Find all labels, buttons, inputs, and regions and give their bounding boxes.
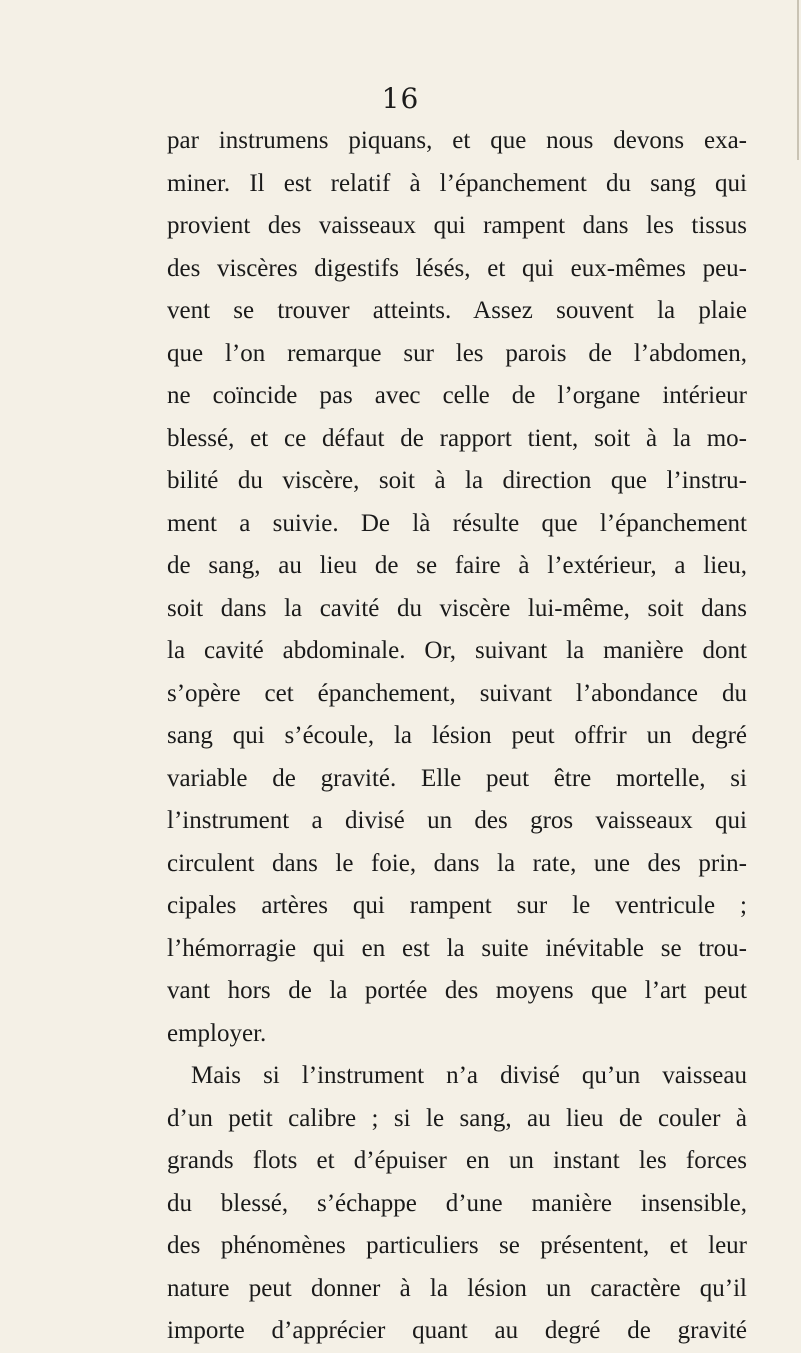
- text-line: des phénomènes particuliers se présentent, et leur: [167, 1232, 747, 1259]
- text-line: importe d’apprécier quant au degré de gravité: [167, 1317, 747, 1344]
- page-edge-shadow: [797, 0, 799, 160]
- text-line: de sang, au lieu de se faire à l’extérieur, a lieu,: [167, 552, 747, 579]
- text-line: cipales artères qui rampent sur le ventricule ;: [167, 892, 747, 919]
- text-line: Mais si l’instrument n’a divisé qu’un vaisseau: [191, 1062, 747, 1089]
- text-line: vant hors de la portée des moyens que l’art peut: [167, 977, 747, 1004]
- text-line: variable de gravité. Elle peut être mortelle, si: [167, 764, 747, 792]
- text-line: soit dans la cavité du viscère lui-même, soit dans: [167, 594, 747, 622]
- text-line: la cavité abdominale. Or, suivant la manière dont: [167, 637, 747, 664]
- text-line: l’hémorragie qui en est la suite inévitable se trou-: [167, 934, 747, 962]
- text-line: ment a suivie. De là résulte que l’épanchement: [167, 509, 747, 537]
- text-line: des viscères digestifs lésés, et qui eux-mêmes peu-: [167, 254, 747, 282]
- text-line: l’instrument a divisé un des gros vaisseaux qui: [167, 807, 747, 834]
- page-number: 16: [381, 82, 420, 115]
- text-line: miner. Il est relatif à l’épanchement du sang qui: [167, 169, 747, 197]
- text-line: que l’on remarque sur les parois de l’abdomen,: [167, 339, 747, 367]
- text-line: nature peut donner à la lésion un caractère qu’il: [167, 1274, 747, 1302]
- text-line: circulent dans le foie, dans la rate, une des prin-: [167, 849, 747, 877]
- text-line: ne coïncide pas avec celle de l’organe intérieur: [167, 382, 747, 409]
- text-line: d’un petit calibre ; si le sang, au lieu de couler à: [167, 1104, 747, 1132]
- text-line: par instrumens piquans, et que nous devons exa-: [167, 127, 747, 154]
- body-text: [167, 120, 747, 1353]
- text-line: employer.: [167, 1019, 267, 1047]
- text-line: s’opère cet épanchement, suivant l’abondance du: [167, 679, 747, 707]
- text-line: bilité du viscère, soit à la direction que l’instru-: [167, 467, 747, 494]
- text-line: provient des vaisseaux qui rampent dans les tissus: [167, 212, 747, 239]
- text-line: grands flots et d’épuiser en un instant les forces: [167, 1147, 747, 1174]
- text-line: sang qui s’écoule, la lésion peut offrir un degré: [167, 722, 747, 749]
- text-line: vent se trouver atteints. Assez souvent la plaie: [167, 297, 747, 324]
- text-line: du blessé, s’échappe d’une manière insensible,: [167, 1189, 747, 1217]
- text-line: blessé, et ce défaut de rapport tient, soit à la mo-: [167, 424, 747, 452]
